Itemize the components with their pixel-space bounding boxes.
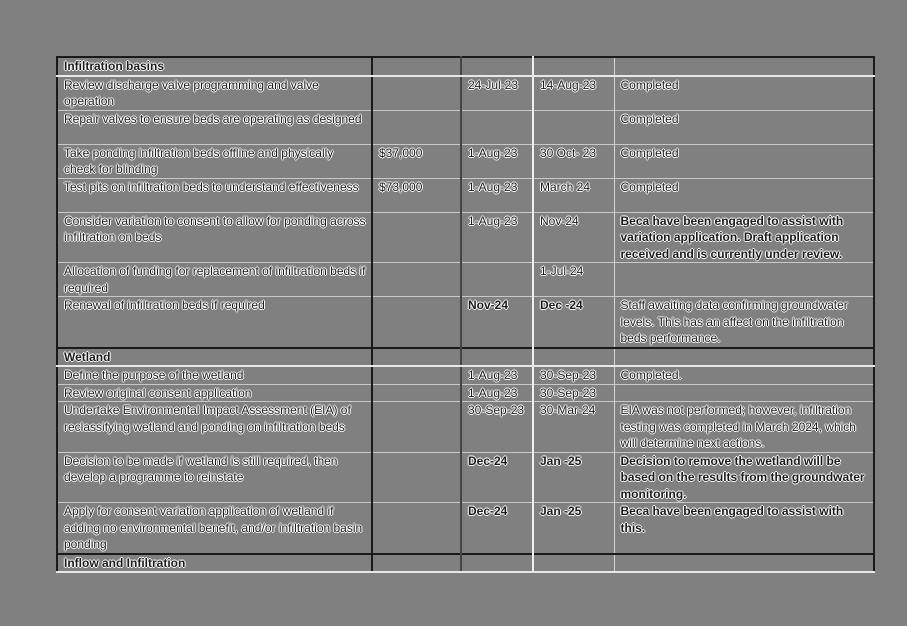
task-cell: Review discharge valve programming and valve operation (57, 76, 372, 111)
comment-cell: Decision to remove the wetland will be based on the results from the groundwater monitoring. (614, 452, 874, 503)
start-date-cell: Dec-24 (461, 503, 533, 554)
comment-cell: Completed (614, 144, 874, 178)
task-cell: Undertake Environmental Impact Assessment (EIA) of reclassifying wetland and ponding on infiltration beds (57, 402, 372, 453)
comment-cell: Beca have been engaged to assist with this. (614, 503, 874, 554)
cost-cell (372, 263, 461, 297)
table-row (57, 503, 874, 554)
start-date-cell: 24-Jul-23 (461, 76, 533, 111)
comment-cell: Beca have been engaged to assist with variation application. Draft application received and is currently under review. (614, 212, 874, 263)
cost-cell (372, 402, 461, 453)
start-date-cell: 1-Aug-23 (461, 384, 533, 402)
table-row (57, 452, 874, 503)
end-date-cell: Jan -25 (533, 452, 614, 503)
end-date-cell: 30-Mar-24 (533, 402, 614, 453)
empty-cell (461, 57, 533, 76)
start-date-cell: Dec-24 (461, 452, 533, 503)
start-date-cell: 1-Aug-23 (461, 366, 533, 384)
start-date-cell: 1-Aug-23 (461, 212, 533, 263)
cost-cell: $37,000 (372, 144, 461, 178)
task-cell: Apply for consent variation application of wetland if adding no environmental benefit, and/or infiltration basin ponding (57, 503, 372, 554)
comment-cell: Staff awaiting data confirming groundwater levels. This has an affect on the infiltration beds performance. (614, 297, 874, 348)
task-cell: Define the purpose of the wetland (57, 366, 372, 384)
task-cell: Test pits on infiltration beds to understand effectiveness (57, 178, 372, 212)
empty-cell (614, 57, 874, 76)
table-row (57, 110, 874, 144)
comment-cell: Completed. (614, 366, 874, 384)
cost-cell (372, 76, 461, 111)
end-date-cell: March 24 (533, 178, 614, 212)
table-row (57, 212, 874, 263)
table-row (57, 178, 874, 212)
empty-cell (614, 348, 874, 367)
empty-cell (533, 57, 614, 76)
cost-cell (372, 384, 461, 402)
section-header-row (57, 554, 874, 573)
task-cell: Review original consent application (57, 384, 372, 402)
table-row (57, 384, 874, 402)
comment-cell: Completed (614, 178, 874, 212)
comment-cell: Completed (614, 110, 874, 144)
action-plan-table (56, 56, 875, 573)
section-title: Inflow and Infiltration (57, 554, 372, 573)
task-cell: Renewal of infiltration beds if required (57, 297, 372, 348)
section-header-row (57, 57, 874, 76)
task-cell: Take ponding infiltration beds offline and physically check for blinding (57, 144, 372, 178)
section-title: Wetland (57, 348, 372, 367)
task-cell: Consider variation to consent to allow for ponding across infiltration on beds (57, 212, 372, 263)
end-date-cell: 1-Jul-24 (533, 263, 614, 297)
table-row (57, 297, 874, 348)
table-row (57, 76, 874, 111)
empty-cell (372, 57, 461, 76)
start-date-cell: 1-Aug-23 (461, 178, 533, 212)
empty-cell (372, 554, 461, 573)
table-row (57, 366, 874, 384)
table-row (57, 263, 874, 297)
end-date-cell (533, 110, 614, 144)
cost-cell (372, 503, 461, 554)
table-row (57, 402, 874, 453)
empty-cell (614, 554, 874, 573)
empty-cell (533, 554, 614, 573)
end-date-cell: Jan -25 (533, 503, 614, 554)
cost-cell (372, 110, 461, 144)
cost-cell (372, 212, 461, 263)
end-date-cell: 30-Sep-23 (533, 384, 614, 402)
start-date-cell: 30-Sep-23 (461, 402, 533, 453)
end-date-cell: 30-Sep-23 (533, 366, 614, 384)
cost-cell (372, 297, 461, 348)
section-title: Infiltration basins (57, 57, 372, 76)
task-cell: Allocation of funding for replacement of infiltration beds if required (57, 263, 372, 297)
start-date-cell: 1-Aug-23 (461, 144, 533, 178)
start-date-cell (461, 110, 533, 144)
cost-cell (372, 452, 461, 503)
cost-cell: $73,000 (372, 178, 461, 212)
section-header-row (57, 348, 874, 367)
start-date-cell: Nov-24 (461, 297, 533, 348)
empty-cell (461, 554, 533, 573)
end-date-cell: 30 Oct- 23 (533, 144, 614, 178)
comment-cell (614, 263, 874, 297)
comment-cell: Completed (614, 76, 874, 111)
start-date-cell (461, 263, 533, 297)
end-date-cell: 14-Aug-23 (533, 76, 614, 111)
table-row (57, 144, 874, 178)
empty-cell (461, 348, 533, 367)
empty-cell (372, 348, 461, 367)
end-date-cell: Dec -24 (533, 297, 614, 348)
cost-cell (372, 366, 461, 384)
task-cell: Decision to be made if wetland is still required, then develop a programme to reinstate (57, 452, 372, 503)
task-cell: Repair valves to ensure beds are operating as designed (57, 110, 372, 144)
comment-cell: EIA was not performed; however, infiltration testing was completed in March 2024, which will determine next actions. (614, 402, 874, 453)
comment-cell (614, 384, 874, 402)
empty-cell (533, 348, 614, 367)
end-date-cell: Nov-24 (533, 212, 614, 263)
